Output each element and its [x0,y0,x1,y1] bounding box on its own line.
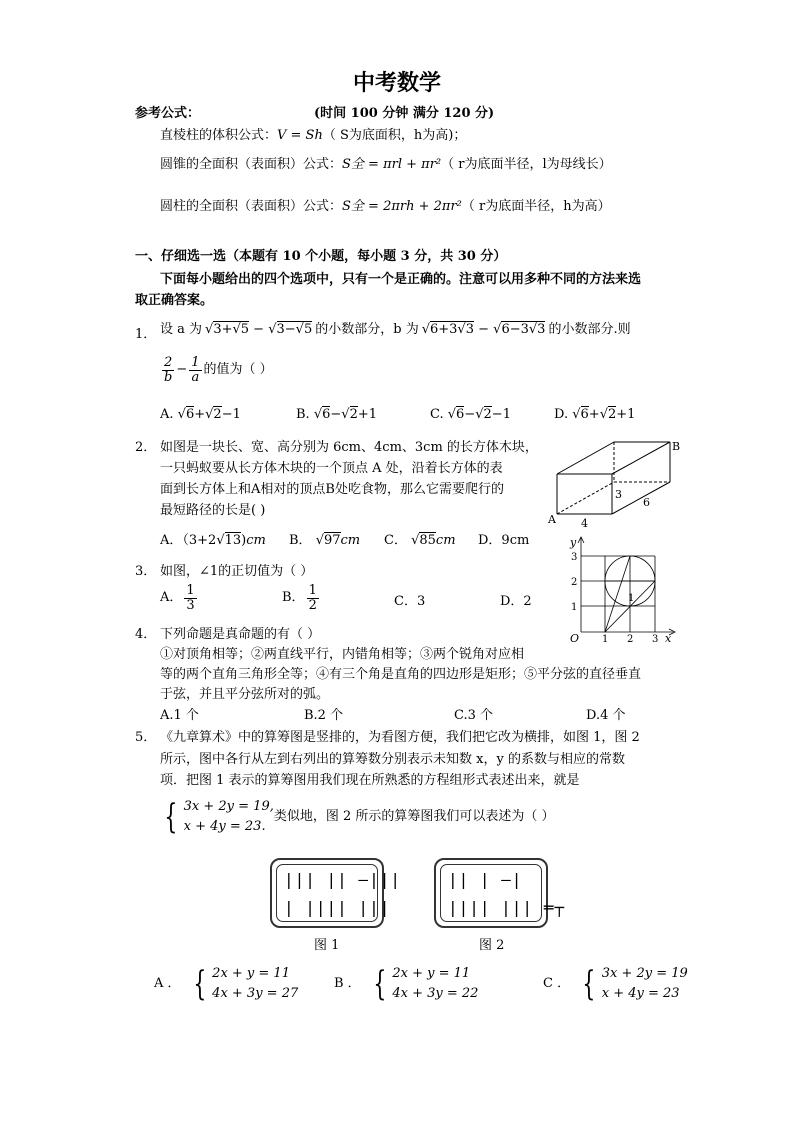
q2-line-4: 最短路径的长是( ) [160,503,266,518]
equation-system: { 3x + 2y = 19, x + 4y = 23. [164,796,274,837]
q1-text [160,322,631,338]
y-tick-2: 2 [571,577,578,588]
edge-label-length: 6 [643,496,650,509]
axis-label-y: y [570,536,577,549]
formula-expr: S全 = 2πrh + 2πr² [342,199,462,214]
formula-note: （ r为底面半径，l为母线长） [441,157,612,172]
x-tick-1: 1 [602,634,609,644]
q1-question-line: $\frac{2}{b}$ − $\frac{1}{a}$ 的值为（ ） [164,355,273,385]
grid-circle-figure [563,534,681,644]
axis-label-x: x [665,632,672,644]
q1-option-d[interactable]: D. √6+√2+1 [554,407,636,422]
q5-option-a[interactable]: A ． { 2x + y = 11 4x + 3y = 27 [154,963,299,1004]
formula-prism-volume [160,128,466,144]
q1-t3: 的小数部分.则 [548,322,631,337]
q4-line-2: ①对顶角相等；②两直线平行，内错角相等；③两个锐角对应相 [160,647,525,662]
q4-line-1: 下列命题是真命题的有（ ） [160,627,321,642]
q5-line-3: 项．把图 1 表示的算筹图用我们现在所熟悉的方程组形式表述出来，就是 [160,773,580,788]
q1-t4: 的值为（ ） [203,362,273,378]
page-title: 中考数学 [352,70,441,96]
y-tick-1: 1 [571,602,578,613]
q3-option-a[interactable]: A． $\frac{1}{3}$ [160,583,195,613]
y-tick-3: 3 [571,552,578,563]
counting-rod-figure-1: ||| || —||| | |||| ||| [270,858,384,928]
q3-option-d[interactable]: D．2 [500,594,532,609]
edge-label-width: 4 [581,517,588,530]
q1-b-expr: √6+3√3 − √6−3√3 [421,322,546,337]
q2-number: 2． [135,440,157,455]
q4-option-a[interactable]: A.1 个 [160,708,199,723]
fig1-caption: 图 1 [314,938,340,953]
angle-label-1: 1 [628,593,635,604]
fraction-1-over-a: $\frac{1}{a}$ [191,355,200,385]
q1-a-expr: √3+√5 − √3−√5 [205,322,313,337]
q4-line-3: 等的两个直角三角形全等；④有三个角是直角的四边形是矩形；⑤平分弦的直径垂直 [160,667,642,682]
q2-line-3: 面到长方体上和A相对的顶点B处吃食物，那么它需要爬行的 [160,482,504,497]
q4-option-d[interactable]: D.4 个 [586,708,626,723]
x-tick-3: 3 [652,634,659,644]
q5-number: 5． [135,730,157,745]
formula-note: （ r为底面半径，h为高） [461,199,611,214]
formula-cone-area [160,157,612,173]
cuboid-figure [545,438,685,530]
formula-prefix: 圆柱的全面积（表面积）公式： [160,199,343,214]
q5-line-1: 《九章算术》中的算筹图是竖排的，为看图方便，我们把它改为横排，如图 1，图 2 [160,730,640,745]
formula-note: （ S为底面积，h为高)； [322,128,467,143]
vertex-label-b: B [672,440,681,453]
formula-expr: V = Sh [277,128,323,143]
q2-option-d[interactable]: D．9cm [478,533,530,548]
q4-line-4: 于弦，并且平分弦所对的弧。 [160,687,330,702]
q1-number: 1． [135,327,157,342]
q1-t1: 设 a 为 [160,322,203,337]
ref-label: 参考公式： [135,106,201,121]
q2-option-b[interactable]: B． √97cm [289,533,361,548]
q1-option-c[interactable]: C. √6−√2−1 [430,407,511,422]
x-tick-2: 2 [627,634,634,644]
fig2-caption: 图 2 [479,938,505,953]
q4-number: 4． [135,627,157,642]
q1-t2: 的小数部分，b 为 [315,322,419,337]
edge-label-height: 3 [615,488,622,501]
q2-option-c[interactable]: C． √85cm [384,533,456,548]
section-heading: 一、仔细选一选（本题有 10 个小题，每小题 3 分，共 30 分） [135,249,507,264]
q5-system-line [160,797,555,836]
vertex-label-a: A [548,513,556,526]
formula-cylinder-area [160,199,611,215]
q5-after-system: 类似地，图 2 所示的算筹图我们可以表述为（ ） [273,808,555,824]
section-instruction-1: 下面每小题给出的四个选项中，只有一个是正确的。注意可以用多种不同的方法来选 [160,272,642,287]
q2-option-a[interactable]: A．（3+2√13)cm [160,533,266,548]
system-eq-2: x + 4y = 23. [183,818,266,834]
q5-option-b[interactable]: B ． { 2x + y = 11 4x + 3y = 22 [334,963,479,1004]
fraction-2-over-b: $\frac{2}{b}$ [164,355,173,385]
q3-option-b[interactable]: B． $\frac{1}{2}$ [282,583,317,613]
q3-number: 3． [135,564,157,579]
q1-option-b[interactable]: B. √6−√2+1 [296,407,378,422]
q4-option-b[interactable]: B.2 个 [304,708,344,723]
formula-prefix: 直棱柱的体积公式： [160,128,278,143]
system-eq-1: 3x + 2y = 19, [183,799,274,814]
origin-label: O [570,632,580,644]
q1-option-a[interactable]: A. √6+√2−1 [160,407,241,422]
q5-option-c[interactable]: C ． { 3x + 2y = 19 x + 4y = 23 [543,963,688,1004]
counting-rod-figure-2: || | —| |||| ||| ═┬ [434,858,548,928]
q2-line-1: 如图是一块长、宽、高分别为 6cm、4cm、3cm 的长方体木块， [160,440,538,455]
formula-expr: S全 = πrl + πr² [342,157,442,172]
q3-option-c[interactable]: C．3 [394,594,426,609]
q4-option-c[interactable]: C.3 个 [454,708,494,723]
q3-text: 如图，∠1的正切值为（ ） [160,564,314,579]
time-info: (时间 100 分钟 满分 120 分) [314,106,495,121]
q5-line-2: 所示，图中各行从左到右列出的算筹数分别表示未知数 x，y 的系数与相应的常数 [160,752,625,767]
q2-line-2: 一只蚂蚁要从长方体木块的一个顶点 A 处，沿着长方体的表 [160,461,503,476]
section-instruction-2: 取正确答案。 [135,293,214,308]
formula-prefix: 圆锥的全面积（表面积）公式： [160,157,343,172]
